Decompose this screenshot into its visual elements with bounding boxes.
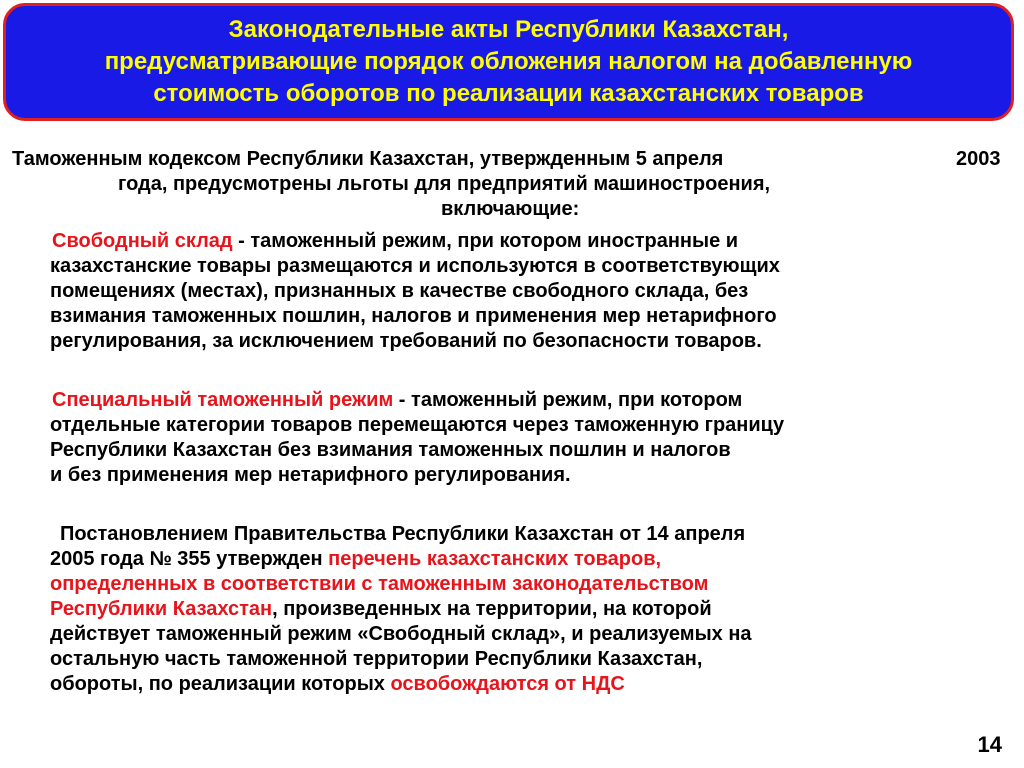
page-number: 14 <box>977 732 1002 757</box>
intro-line-1b: 2003 <box>956 148 1001 170</box>
resolution-line-5: действует таможенный режим «Свободный склад», и реализуемых на <box>50 623 752 645</box>
free-warehouse-line-1 <box>52 229 738 254</box>
special-regime-line-4: и без применения мер нетарифного регулирования. <box>50 464 571 486</box>
resolution-line-6: остальную часть таможенной территории Республики Казахстан, <box>50 648 703 670</box>
free-warehouse-line-2: казахстанские товары размещаются и используются в соответствующих <box>50 255 780 277</box>
intro-line-3: включающие: <box>441 198 580 220</box>
special-regime-term: Специальный таможенный режим <box>52 389 394 411</box>
resolution-line-7a: обороты, по реализации которых <box>50 673 391 695</box>
slide-title-line-1: Законодательные акты Республики Казахстан, <box>228 16 789 43</box>
resolution-line-4b: , произведенных на территории, на которой <box>272 598 712 620</box>
special-regime-def-start: - таможенный режим, при котором <box>393 389 743 411</box>
free-warehouse-line-5: регулирования, за исключением требований по безопасности товаров. <box>50 330 762 352</box>
resolution-line-1: Постановлением Правительства Республики Казахстан от 14 апреля <box>60 523 746 545</box>
free-warehouse-def-start: - таможенный режим, при котором иностранные и <box>232 230 739 252</box>
resolution-line-4 <box>50 597 712 622</box>
resolution-line-2 <box>50 547 661 572</box>
resolution-line-2a: 2005 года № 355 утвержден <box>50 548 329 570</box>
slide-title-line-2: предусматривающие порядок обложения налогом на добавленную <box>104 48 913 75</box>
intro-line-2: года, предусмотрены льготы для предприятий машиностроения, <box>118 173 771 195</box>
intro-line-1a: Таможенным кодексом Республики Казахстан, утвержденным 5 апреля <box>12 148 724 170</box>
resolution-line-7 <box>50 672 625 697</box>
free-warehouse-term: Свободный склад <box>52 230 233 252</box>
resolution-line-4a: Республики Казахстан <box>50 598 273 620</box>
resolution-line-2b: перечень казахстанских товаров, <box>328 548 662 570</box>
special-regime-line-1 <box>52 388 742 413</box>
free-warehouse-line-4: взимания таможенных пошлин, налогов и применения мер нетарифного <box>50 305 777 327</box>
free-warehouse-line-3: помещениях (местах), признанных в качестве свободного склада, без <box>50 280 749 302</box>
resolution-line-7b: освобождаются от НДС <box>390 673 625 695</box>
slide-title-line-3: стоимость оборотов по реализации казахстанских товаров <box>153 80 864 107</box>
resolution-line-3: определенных в соответствии с таможенным законодательством <box>50 573 709 595</box>
special-regime-line-2: отдельные категории товаров перемещаются через таможенную границу <box>50 414 785 436</box>
special-regime-line-3: Республики Казахстан без взимания таможенных пошлин и налогов <box>50 439 731 461</box>
